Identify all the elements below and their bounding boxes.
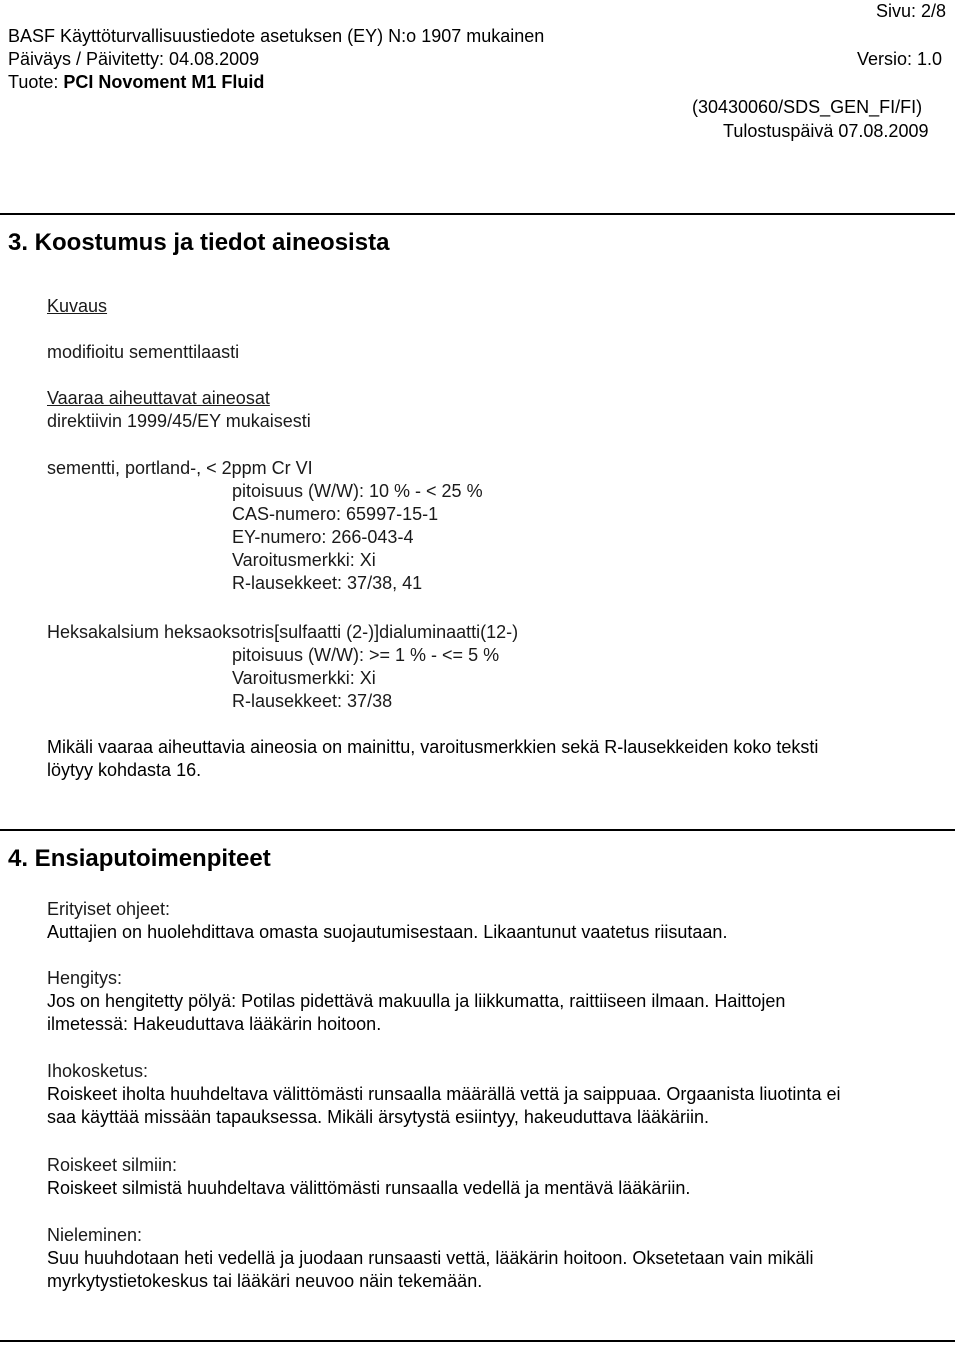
document-code: (30430060/SDS_GEN_FI/FI): [692, 97, 923, 117]
section-divider: [0, 829, 955, 831]
ingestion-label: Nieleminen:: [47, 1225, 143, 1245]
ingestion-line-2: myrkytystietokeskus tai lääkäri neuvoo näin tekemään.: [47, 1271, 483, 1291]
note-line-2: löytyy kohdasta 16.: [47, 760, 202, 780]
substance-2-r-phrases: R-lausekkeet: 37/38: [232, 691, 393, 711]
version: Versio: 1.0: [857, 49, 943, 69]
ingestion-line-1: Suu huuhdotaan heti vedellä ja juodaan runsaasti vettä, lääkärin hoitoon. Oksetetaan vain mikäli: [47, 1248, 814, 1268]
revision-date: Päiväys / Päivitetty: 04.08.2009: [8, 49, 260, 69]
print-date: Tulostuspäivä 07.08.2009: [723, 121, 929, 141]
general-advice-text: Auttajien on huolehdittava omasta suojautumisestaan. Likaantunut vaatetus riisutaan.: [47, 922, 728, 942]
substance-1-concentration: pitoisuus (W/W): 10 % - < 25 %: [232, 481, 483, 501]
directive-text: direktiivin 1999/45/EY mukaisesti: [47, 411, 311, 431]
skin-contact-line-1: Roiskeet iholta huuhdeltava välittömästi runsaalla määrällä vettä ja saippuaa. Orgaanista liuotinta ei: [47, 1084, 841, 1104]
general-advice-label: Erityiset ohjeet:: [47, 899, 171, 919]
section-divider: [0, 213, 955, 215]
skin-contact-label: Ihokosketus:: [47, 1061, 149, 1081]
section-4-heading: 4. Ensiaputoimenpiteet: [8, 845, 271, 872]
inhalation-line-1: Jos on hengitetty pölyä: Potilas pidettävä makuulla ja liikkumatta, raittiiseen ilmaan. Haittojen: [47, 991, 786, 1011]
inhalation-label: Hengitys:: [47, 968, 123, 988]
inhalation-line-2: ilmetessä: Hakeuduttava lääkärin hoitoon.: [47, 1014, 382, 1034]
substance-2-concentration: pitoisuus (W/W): >= 1 % - <= 5 %: [232, 645, 500, 665]
page-number: Sivu: 2/8: [876, 1, 947, 21]
document-title: BASF Käyttöturvallisuustiedote asetuksen (EY) N:o 1907 mukainen: [8, 26, 545, 46]
substance-2-name: Heksakalsium heksaoksotris[sulfaatti (2-)]dialuminaatti(12-): [47, 622, 519, 642]
substance-2-symbol: Varoitusmerkki: Xi: [232, 668, 376, 688]
product-line: [8, 71, 264, 93]
section-divider: [0, 1340, 955, 1342]
eye-contact-text: Roiskeet silmistä huuhdeltava välittömästi runsaalla vedellä ja mentävä lääkäriin.: [47, 1178, 691, 1198]
substance-1-r-phrases: R-lausekkeet: 37/38, 41: [232, 573, 423, 593]
substance-1-name: sementti, portland-, < 2ppm Cr VI: [47, 458, 313, 478]
product-name: PCI Novoment M1 Fluid: [63, 72, 265, 92]
skin-contact-line-2: saa käyttää missään tapauksessa. Mikäli ärsytystä esiintyy, hakeuduttava lääkäriin.: [47, 1107, 709, 1127]
product-label: Tuote:: [8, 72, 64, 92]
description-label: Kuvaus: [47, 296, 108, 316]
description-text: modifioitu sementtilaasti: [47, 342, 240, 362]
note-line-1: Mikäli vaaraa aiheuttavia aineosia on mainittu, varoitusmerkkien sekä R-lausekkeiden koko teksti: [47, 737, 819, 757]
substance-1-ec: EY-numero: 266-043-4: [232, 527, 414, 547]
eye-contact-label: Roiskeet silmiin:: [47, 1155, 178, 1175]
substance-1-symbol: Varoitusmerkki: Xi: [232, 550, 376, 570]
section-3-heading: 3. Koostumus ja tiedot aineosista: [8, 229, 390, 256]
substance-1-cas: CAS-numero: 65997-15-1: [232, 504, 439, 524]
hazardous-components-label: Vaaraa aiheuttavat aineosat: [47, 388, 270, 408]
